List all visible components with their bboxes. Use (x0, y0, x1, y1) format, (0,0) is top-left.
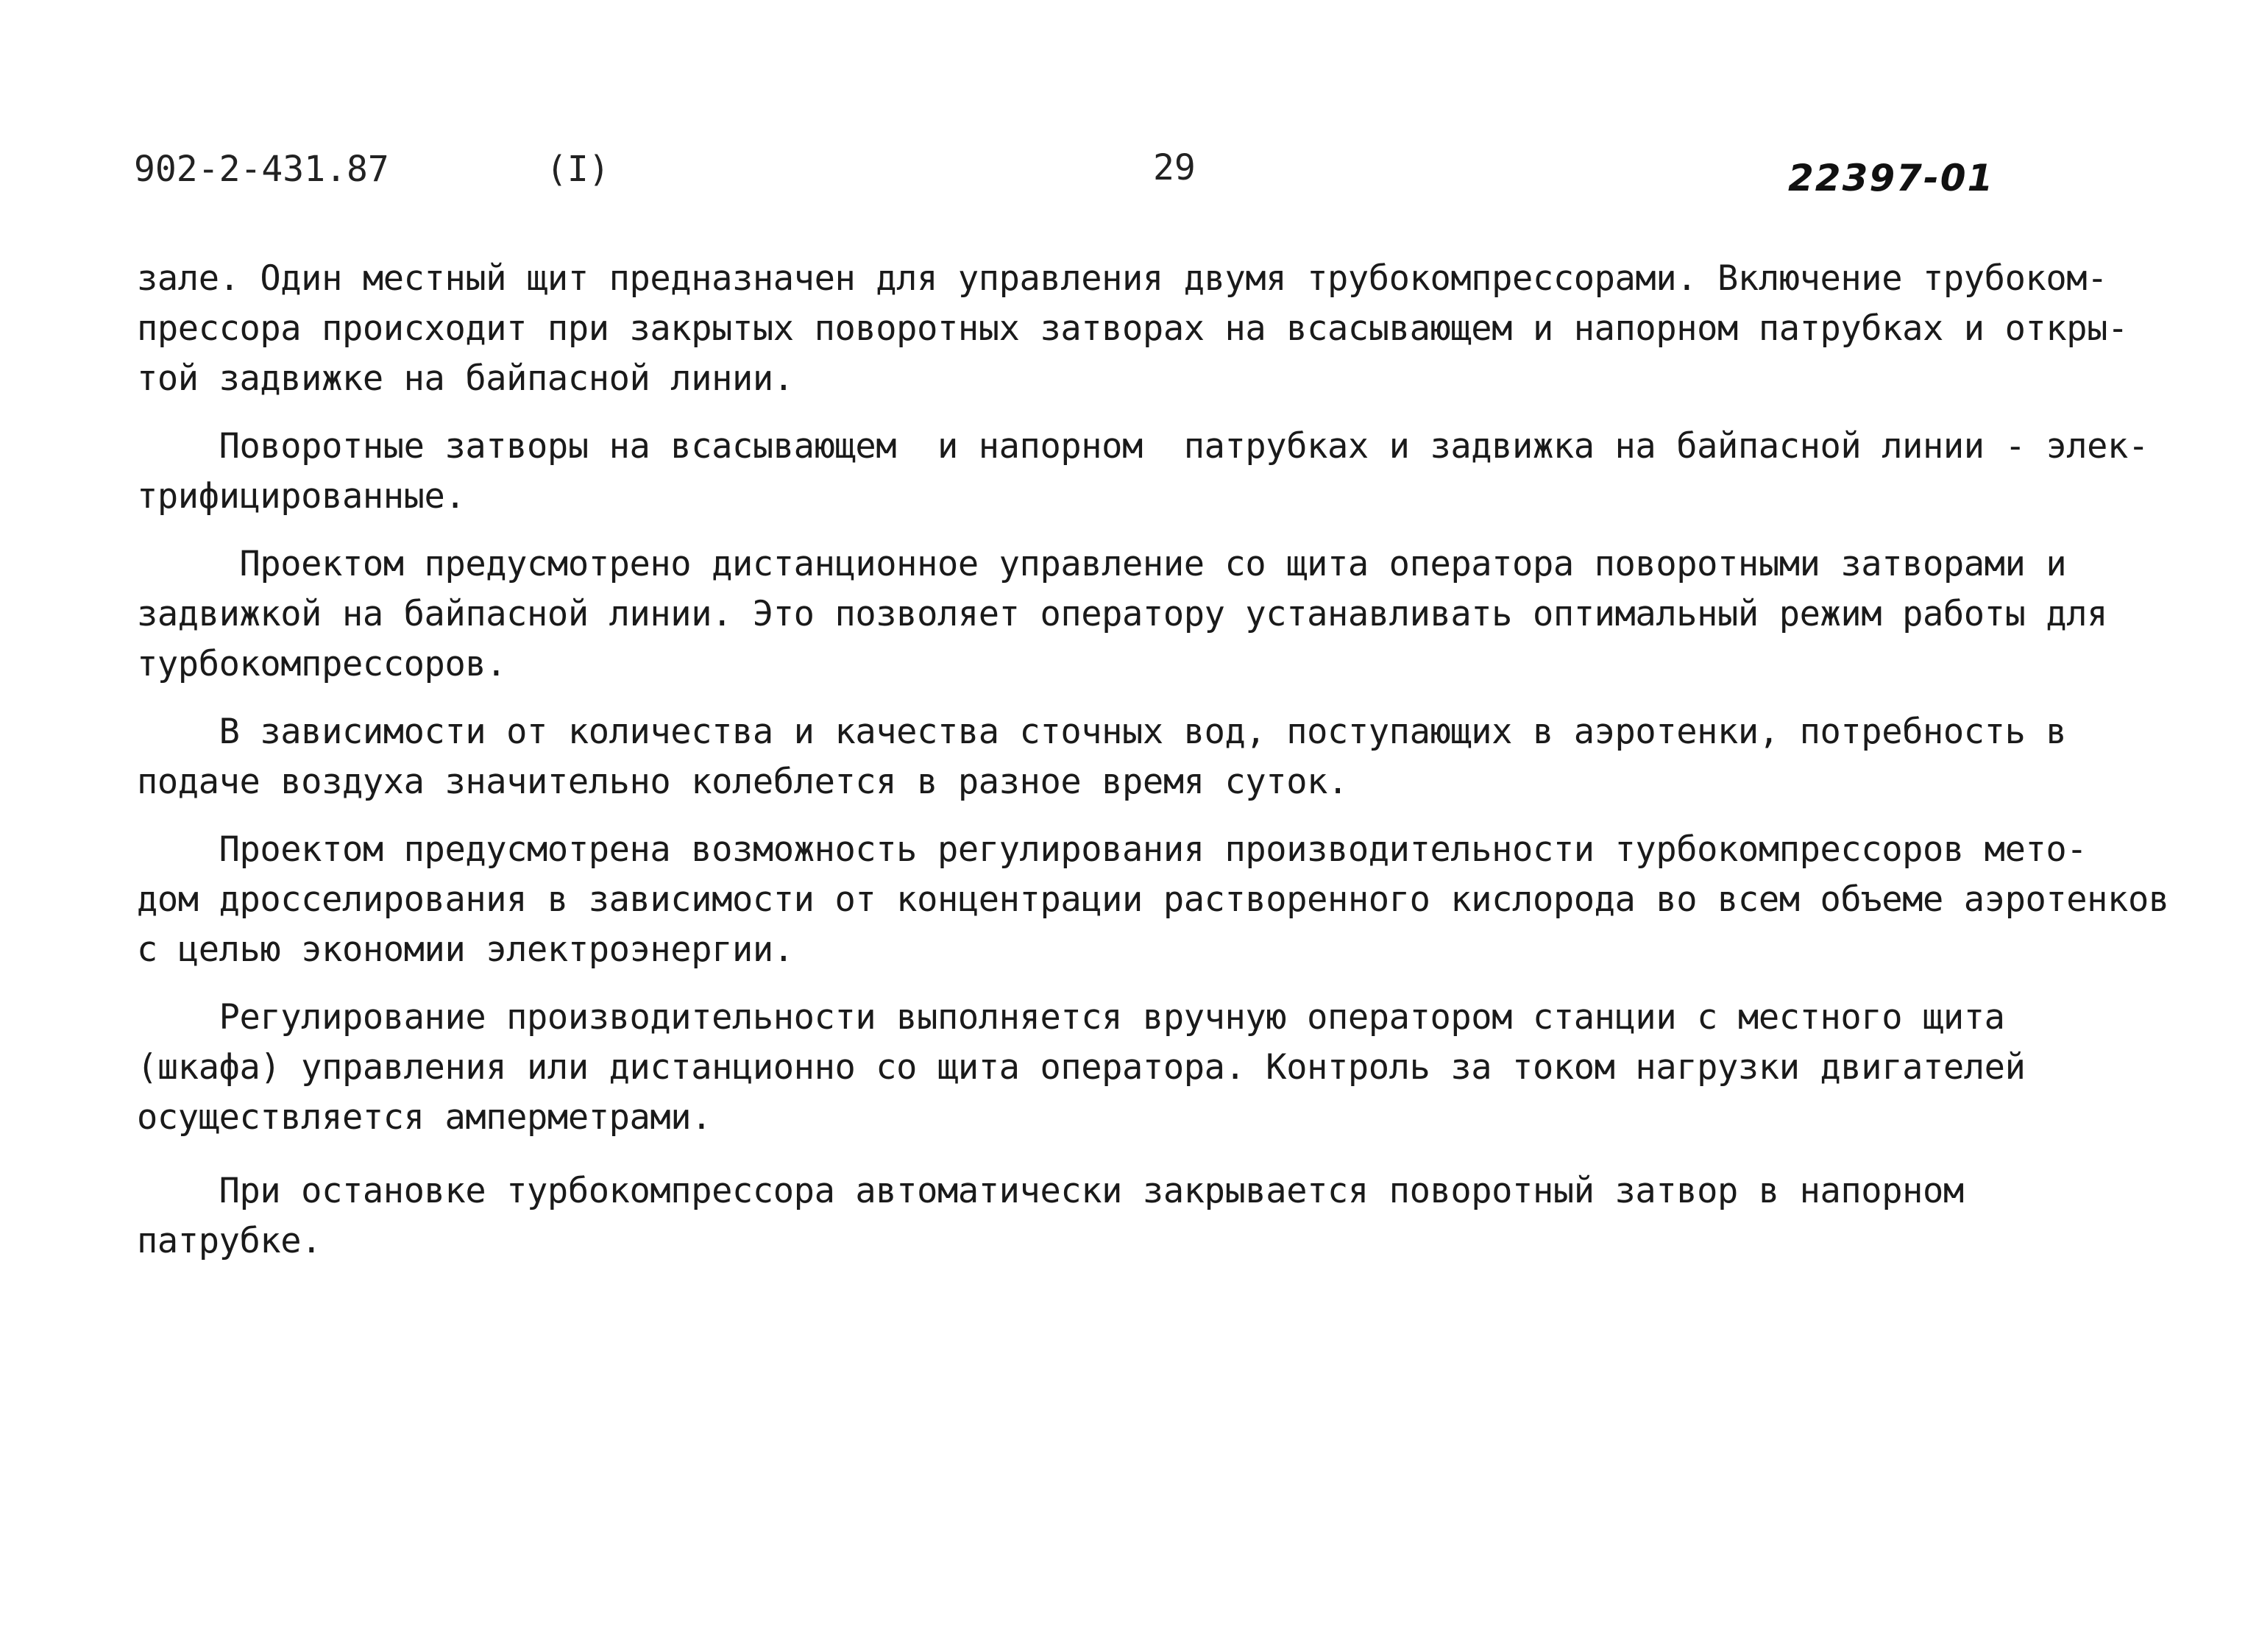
text-line: Поворотные затворы на всасывающем и напорном патрубках и задвижка на байпасной линии - элек- (137, 426, 2149, 467)
document-body (137, 254, 2175, 1266)
text-line: подаче воздуха значительно колеблется в разное время суток. (137, 762, 1348, 802)
paragraph (137, 539, 2175, 689)
text-line: осуществляется амперметрами. (137, 1097, 712, 1138)
text-line: Проектом предусмотрена возможность регулирования производительности турбокомпрессоров мето- (137, 829, 2088, 870)
paragraph (137, 1166, 2175, 1266)
text-line: В зависимости от количества и качества сточных вод, поступающих в аэротенки, потребность в (137, 712, 2067, 752)
part-number: (I) (546, 149, 610, 190)
text-line: (шкафа) управления или дистанционно со щита оператора. Контроль за током нагрузки двигателей (137, 1047, 2026, 1088)
text-line: При остановке турбокомпрессора автоматически закрывается поворотный затвор в напорном (137, 1171, 1964, 1211)
text-line: задвижкой на байпасной линии. Это позволяет оператору устанавливать оптимальный режим работы для (137, 594, 2108, 634)
handwritten-stamp-number: 22397-01 (1788, 157, 1995, 199)
text-line: с целью экономии электроэнергии. (137, 929, 794, 970)
text-line: Регулирование производительности выполняется вручную оператором станции с местного щита (137, 997, 2005, 1038)
document-code: 902-2-431.87 (134, 149, 389, 190)
text-line: патрубке. (137, 1221, 322, 1261)
text-line: прессора происходит при закрытых поворотных затворах на всасывающем и напорном патрубках и откры- (137, 308, 2128, 349)
paragraph (137, 825, 2175, 975)
text-line: трифицированные. (137, 476, 466, 517)
text-line: турбокомпрессоров. (137, 644, 507, 684)
paragraph (137, 254, 2175, 404)
paragraph (137, 707, 2175, 807)
text-line: той задвижке на байпасной линии. (137, 358, 794, 399)
text-line: Проектом предусмотрено дистанционное управление со щита оператора поворотными затворами и (137, 544, 2067, 584)
text-line: дом дросселирования в зависимости от концентрации растворенного кислорода во всем объеме аэротенков (137, 879, 2169, 920)
paragraph (137, 422, 2175, 522)
paragraph (137, 993, 2175, 1143)
page-number: 29 (1153, 147, 1196, 188)
text-line: зале. Один местный щит предназначен для управления двумя трубокомпрессорами. Включение трубоком- (137, 258, 2108, 299)
